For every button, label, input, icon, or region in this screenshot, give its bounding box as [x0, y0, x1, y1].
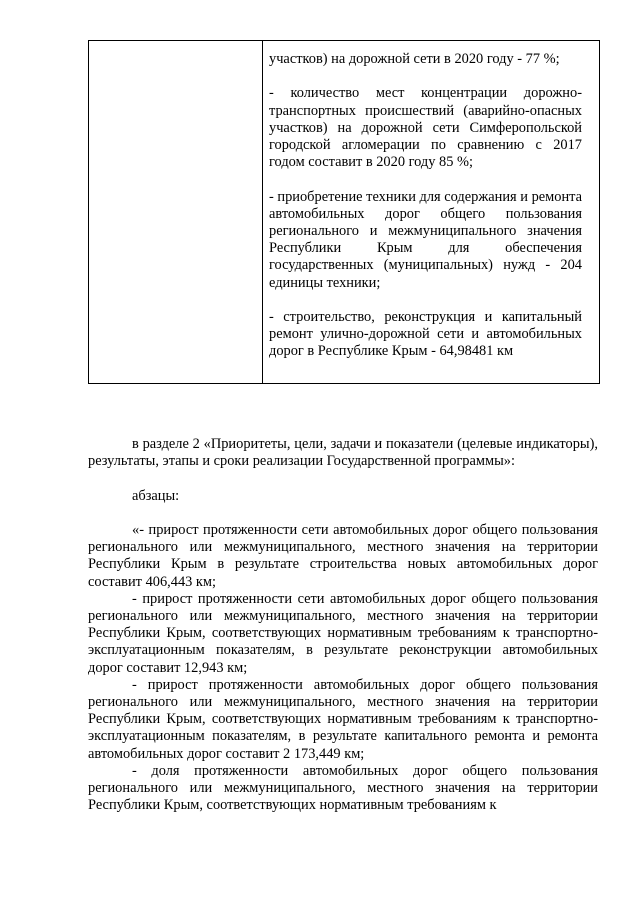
list-item: - прирост протяженности автомобильных дорог общего пользования регионального или межмуниципального, местного значения на территории Республики Крым, соответствующих нормативным требованиям к транспортно-эксплуатационным показателям, в результате капитального ремонта и ремонта автомобильных дорог составит 2 173,449 км;	[88, 676, 598, 762]
table-paragraph: - количество мест концентрации дорожно-транспортных происшествий (аварийно-опасных участков) на дорожной сети Симферопольской городской агломерации по сравнению с 2017 годом составит в 2020 году 85 %;	[269, 85, 582, 171]
list-item: «- прирост протяженности сети автомобильных дорог общего пользования регионального или межмуниципального, местного значения на территории Республики Крым в результате строительства новых автомобильных дорог составит 406,443 км;	[88, 521, 598, 590]
paragraphs-label: абзацы:	[132, 487, 180, 504]
document-body	[88, 436, 598, 814]
list-item: - прирост протяженности сети автомобильных дорог общего пользования регионального или межмуниципального, местного значения на территории Республики Крым, соответствующих нормативным требованиям к транспортно-эксплуатационным показателям, в результате реконструкции автомобильных дорог составит 12,943 км;	[88, 590, 598, 676]
table-paragraph: - строительство, реконструкция и капитальный ремонт улично-дорожной сети и автомобильных дорог в Республике Крым - 64,98481 км	[269, 309, 582, 360]
list-item: - доля протяженности автомобильных дорог общего пользования регионального или межмуниципального, местного значения на территории Республики Крым, соответствующих нормативным требованиям к	[88, 762, 598, 814]
section-intro: в разделе 2 «Приоритеты, цели, задачи и показатели (целевые индикаторы), результаты, этапы и сроки реализации Государственной программы»:	[88, 436, 598, 470]
table-paragraph: участков) на дорожной сети в 2020 году - 77 %;	[269, 51, 560, 67]
table-paragraph: - приобретение техники для содержания и ремонта автомобильных дорог общего пользования регионального и межмуниципального значения Республики Крым для обеспечения государственных (муниципальных) нужд - 204 единицы техники;	[269, 188, 583, 291]
table-column-divider	[262, 41, 263, 383]
table-right-cell	[269, 51, 582, 361]
indicators-table	[88, 40, 600, 384]
table-left-cell	[89, 41, 262, 383]
